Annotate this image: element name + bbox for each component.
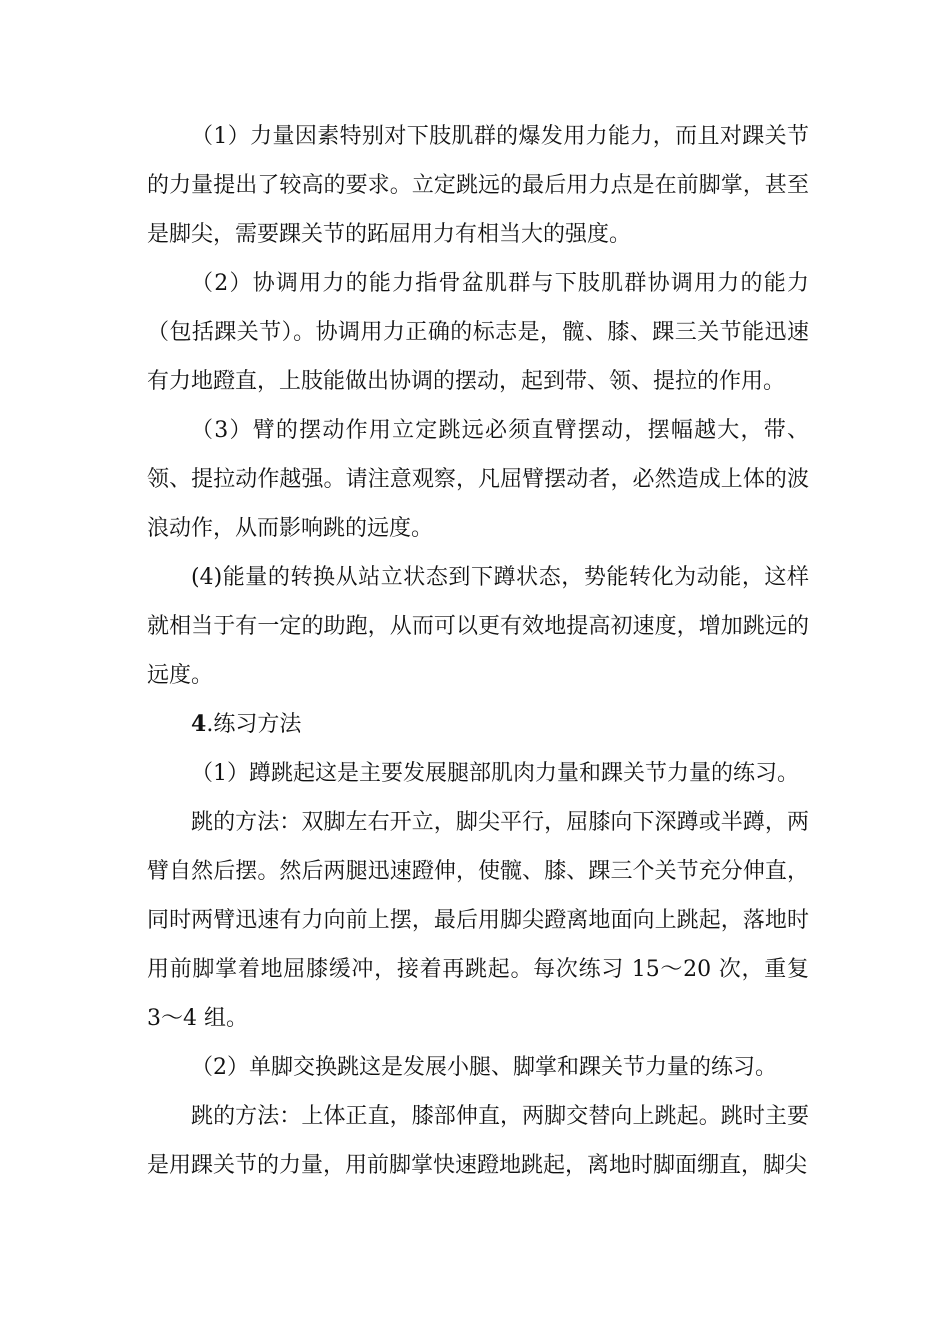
section-title: 练习方法: [213, 712, 302, 737]
paragraph-single-leg-jump: （2）单脚交换跳这是发展小腿、脚掌和踝关节力量的练习。: [191, 1055, 777, 1080]
section-heading: [147, 700, 809, 749]
paragraph-single-leg-jump-method: 跳的方法：上体正直，膝部伸直，两脚交替向上跳起。跳时主要是用踝关节的力量，用前脚掌快速蹬地跳起，离地时脚面绷直，脚尖: [147, 1104, 809, 1178]
section-number: 4: [191, 711, 207, 737]
paragraph-energy-conversion: (4)能量的转换从站立状态到下蹲状态，势能转化为动能，这样就相当于有一定的助跑，从而可以更有效地提高初速度，增加跳远的远度。: [147, 565, 809, 688]
paragraph-strength-factor: （1）力量因素特别对下肢肌群的爆发用力能力，而且对踝关节的力量提出了较高的要求。立定跳远的最后用力点是在前脚掌，甚至是脚尖，需要踝关节的跖屈用力有相当大的强度。: [147, 124, 809, 247]
document-body: [147, 112, 809, 1190]
paragraph-coordination: （2）协调用力的能力指骨盆肌群与下肢肌群协调用力的能力（包括踝关节）。协调用力正确的标志是，髋、膝、踝三关节能迅速有力地蹬直，上肢能做出协调的摆动，起到带、领、提拉的作用。: [147, 271, 809, 394]
paragraph-squat-jump: （1）蹲跳起这是主要发展腿部肌肉力量和踝关节力量的练习。: [191, 761, 799, 786]
paragraph-squat-jump-method: 跳的方法：双脚左右开立，脚尖平行，屈膝向下深蹲或半蹲，两臂自然后摆。然后两腿迅速蹬伸，使髋、膝、踝三个关节充分伸直，同时两臂迅速有力向前上摆，最后用脚尖蹬离地面向上跳起，落地时用前脚掌着地屈膝缓冲，接着再跳起。每次练习 15～20 次，重复 3～4 组。: [147, 810, 809, 1031]
paragraph-arm-swing: （3）臂的摆动作用立定跳远必须直臂摆动，摆幅越大，带、领、提拉动作越强。请注意观察，凡屈臂摆动者，必然造成上体的波浪动作，从而影响跳的远度。: [147, 418, 809, 541]
section-separator: .: [206, 712, 214, 737]
